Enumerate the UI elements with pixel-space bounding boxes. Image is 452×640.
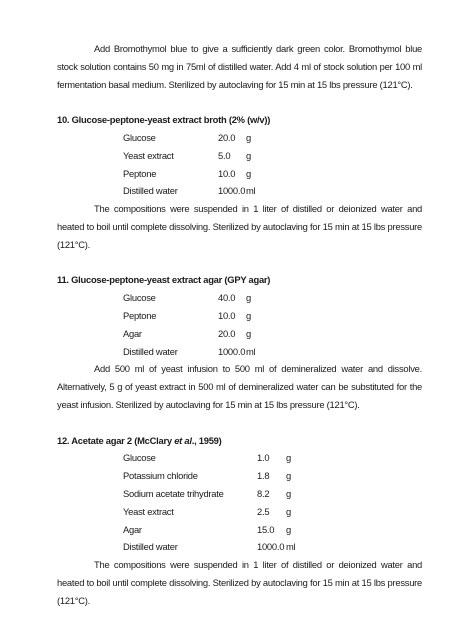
section-10-note [57,200,422,253]
ingredient-unit: g [246,327,251,339]
ingredient-amount: 1.0 [257,452,270,464]
ingredient-amount: 1000.0 [218,345,246,357]
section-12-heading-italic: et al [174,434,192,446]
section-12-note [57,556,422,609]
section-12-note-text: The compositions were suspended in 1 liter of distilled or deionized water and heated to boil until complete dissolving. Sterilized by autoclaving for 15 min at 15 lbs pressure (121°C). [57,559,422,606]
ingredient-unit: g [246,292,251,304]
ingredient-amount: 8.2 [257,487,270,499]
ingredient-name: Glucose [123,292,156,304]
ingredient-unit: g [246,131,251,143]
ingredient-amount: 10.0 [218,167,236,179]
section-10-heading: 10. Glucose-peptone-yeast extract broth (2% (w/v)) [57,114,271,126]
section-11-note [57,360,422,413]
ingredient-name: Agar [123,327,142,339]
ingredient-unit: g [286,470,291,482]
ingredient-name: Sodium acetate trihydrate [123,487,224,499]
table-row [123,521,295,539]
ingredient-unit: g [246,309,251,321]
spacer [57,93,422,111]
ingredient-amount: 20.0 [218,327,236,339]
bromothymol-paragraph [57,40,422,93]
bromothymol-text: Add Bromothymol blue to give a sufficiently dark green color. Bromothymol blue stock solution contains 50 mg in 75ml of distilled water. Add 4 ml of stock solution per 100 ml fermentation basal medium. Sterilized by autoclaving for 15 min at 15 lbs pressure (121°C). [57,43,422,90]
table-row [123,485,295,503]
ingredient-amount: 40.0 [218,292,236,304]
ingredient-unit: ml [246,185,256,197]
ingredient-amount: 1000.0 [218,185,246,197]
ingredient-name: Peptone [123,167,157,179]
ingredient-name: Agar [123,523,142,535]
ingredient-amount: 10.0 [218,309,236,321]
section-11-ingredients-table [123,289,255,360]
spacer [57,254,422,272]
table-row [123,129,255,147]
ingredient-name: Yeast extract [123,149,174,161]
ingredient-unit: ml [286,541,296,553]
table-row [123,307,255,325]
section-12-heading-tail: ., 1959) [191,434,222,446]
ingredient-unit: g [286,505,291,517]
table-row [123,449,295,467]
section-10-ingredients-table [123,129,255,200]
section-11-note-text: Add 500 ml of yeast infusion to 500 ml of demineralized water and dissolve. Alternatively, 5 g of yeast extract in 500 ml of demineralized water can be substituted for the yeast infusion. Sterilized by autoclaving for 15 min at 15 lbs pressure (121°C). [57,363,422,410]
spacer [57,414,422,432]
ingredient-unit: g [246,167,251,179]
ingredient-unit: g [286,452,291,464]
ingredient-name: Glucose [123,452,156,464]
ingredient-name: Glucose [123,131,156,143]
table-row [123,289,255,307]
ingredient-amount: 15.0 [257,523,275,535]
section-12-heading-main: 12. Acetate agar 2 (McClary [57,434,175,446]
table-row [123,467,295,485]
section-12-ingredients-table [123,449,295,556]
ingredient-amount: 20.0 [218,131,236,143]
table-row [123,538,295,556]
ingredient-name: Distilled water [123,541,178,553]
ingredient-name: Yeast extract [123,505,174,517]
section-11-heading: 11. Glucose-peptone-yeast extract agar (GPY agar) [57,274,271,286]
section-10-note-text: The compositions were suspended in 1 liter of distilled or deionized water and heated to boil until complete dissolving. Sterilized by autoclaving for 15 min at 15 lbs pressure (121°C). [57,203,422,250]
ingredient-unit: g [286,487,291,499]
ingredient-name: Distilled water [123,345,178,357]
ingredient-amount: 5.0 [218,149,231,161]
ingredient-name: Peptone [123,309,157,321]
table-row [123,343,255,361]
ingredient-unit: g [246,149,251,161]
table-row [123,325,255,343]
table-row [123,503,295,521]
section-12-heading [57,432,422,450]
ingredient-name: Potassium chloride [123,470,198,482]
document-page [57,40,422,610]
table-row [123,147,255,165]
ingredient-unit: ml [246,345,256,357]
ingredient-amount: 2.5 [257,505,270,517]
table-row [123,165,255,183]
ingredient-name: Distilled water [123,185,178,197]
ingredient-amount: 1.8 [257,470,270,482]
table-row [123,182,255,200]
ingredient-amount: 1000.0 [257,541,285,553]
ingredient-unit: g [286,523,291,535]
